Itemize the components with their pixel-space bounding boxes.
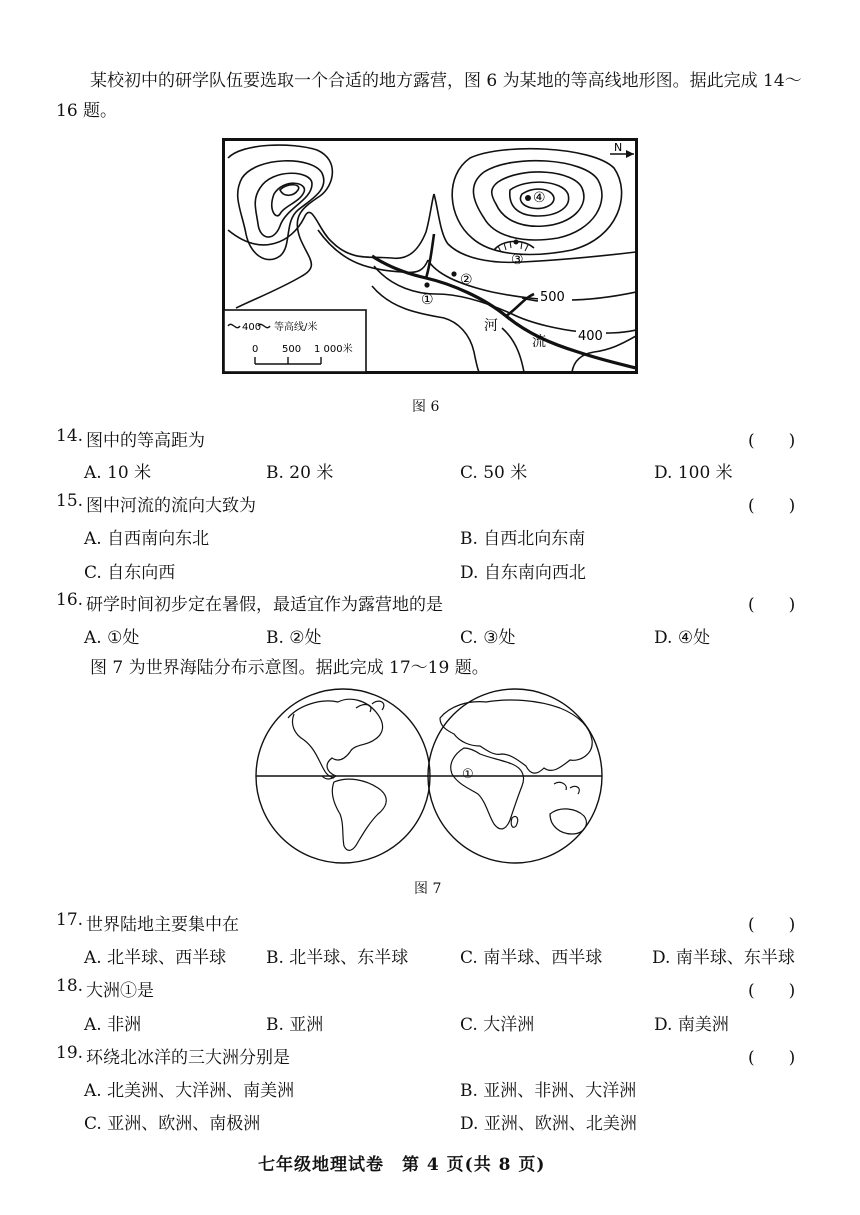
north-label: N	[614, 141, 623, 154]
option-a: A. 北半球、西半球	[84, 948, 227, 968]
page-footer: 七年级地理试卷 第 4 页(共 8 页)	[258, 1155, 546, 1175]
option-c: C. 自东向西	[84, 563, 176, 583]
marker-3: ③	[511, 252, 524, 268]
answer-parentheses: ( )	[748, 1048, 796, 1068]
contour-value-400: 400	[578, 329, 603, 344]
option-a: A. 10 米	[84, 463, 152, 483]
americas-outline	[288, 699, 386, 850]
option-d: D. ④处	[654, 628, 711, 648]
question-number: 14.	[56, 426, 84, 446]
continent-marker-1: ①	[462, 767, 474, 782]
intro-paragraph-1: 某校初中的研学队伍要选取一个合适的地方露营，图 6 为某地的等高线地形图。据此完成 14～16 题。	[56, 71, 802, 121]
question-number: 15.	[56, 491, 84, 511]
marker-2-dot	[451, 271, 456, 276]
option-d: D. 南美洲	[654, 1015, 729, 1035]
option-b: B. ②处	[266, 628, 322, 648]
scale-tick-500: 500	[282, 344, 302, 355]
option-a: A. 自西南向东北	[84, 529, 210, 549]
question-stem: 世界陆地主要集中在	[86, 915, 239, 935]
option-a: A. 北美洲、大洋洲、南美洲	[84, 1081, 295, 1101]
answer-parentheses: ( )	[748, 496, 796, 516]
option-c: C. 大洋洲	[460, 1015, 535, 1035]
marker-1-dot	[424, 282, 429, 287]
question-stem: 图中的等高距为	[86, 431, 205, 451]
option-c: C. 南半球、西半球	[460, 948, 603, 968]
option-b: B. 20 米	[266, 463, 334, 483]
figure-7-caption: 图 7	[414, 881, 442, 897]
question-stem: 研学时间初步定在暑假，最适宜作为露营地的是	[86, 595, 443, 615]
question-stem: 大洲①是	[86, 981, 154, 1001]
question-number: 17.	[56, 910, 84, 930]
answer-parentheses: ( )	[748, 431, 796, 451]
option-c: C. 亚洲、欧洲、南极洲	[84, 1114, 261, 1134]
summit-dot	[525, 195, 531, 201]
river-label-1: 河	[484, 318, 498, 334]
option-b: B. 北半球、东半球	[266, 948, 409, 968]
option-a: A. ①处	[84, 628, 140, 648]
figure-6-caption: 图 6	[412, 399, 440, 415]
option-c: C. ③处	[460, 628, 516, 648]
option-b: B. 亚洲、非洲、大洋洲	[460, 1081, 637, 1101]
river-label-2: 流	[532, 334, 546, 350]
legend-contour-label: 等高线/米	[274, 322, 318, 333]
option-b: B. 亚洲	[266, 1015, 324, 1035]
option-d: D. 南半球、东半球	[652, 948, 795, 968]
option-d: D. 亚洲、欧洲、北美洲	[460, 1114, 637, 1134]
scale-tick-1000: 1 000米	[314, 344, 353, 355]
scale-tick-0: 0	[252, 344, 259, 355]
question-stem: 图中河流的流向大致为	[86, 496, 256, 516]
answer-parentheses: ( )	[748, 981, 796, 1001]
option-d: D. 100 米	[654, 463, 733, 483]
contour-map-figure	[222, 138, 638, 374]
option-c: C. 50 米	[460, 463, 528, 483]
map-legend	[224, 310, 366, 372]
marker-4: ④	[533, 190, 546, 206]
contour-value-500: 500	[540, 290, 565, 305]
intro-paragraph-2: 图 7 为世界海陆分布示意图。据此完成 17～19 题。	[90, 658, 489, 678]
question-stem: 环绕北冰洋的三大洲分别是	[86, 1048, 290, 1068]
option-b: B. 自西北向东南	[460, 529, 586, 549]
question-number: 18.	[56, 976, 84, 996]
option-d: D. 自东南向西北	[460, 563, 586, 583]
option-a: A. 非洲	[84, 1015, 142, 1035]
answer-parentheses: ( )	[748, 915, 796, 935]
world-hemispheres-figure	[254, 688, 604, 868]
marker-3-dot	[514, 240, 519, 245]
marker-1: ①	[421, 292, 434, 308]
marker-2: ②	[460, 272, 473, 288]
question-number: 16.	[56, 590, 84, 610]
question-number: 19.	[56, 1043, 84, 1063]
answer-parentheses: ( )	[748, 595, 796, 615]
legend-contour-value: 400	[242, 322, 262, 333]
